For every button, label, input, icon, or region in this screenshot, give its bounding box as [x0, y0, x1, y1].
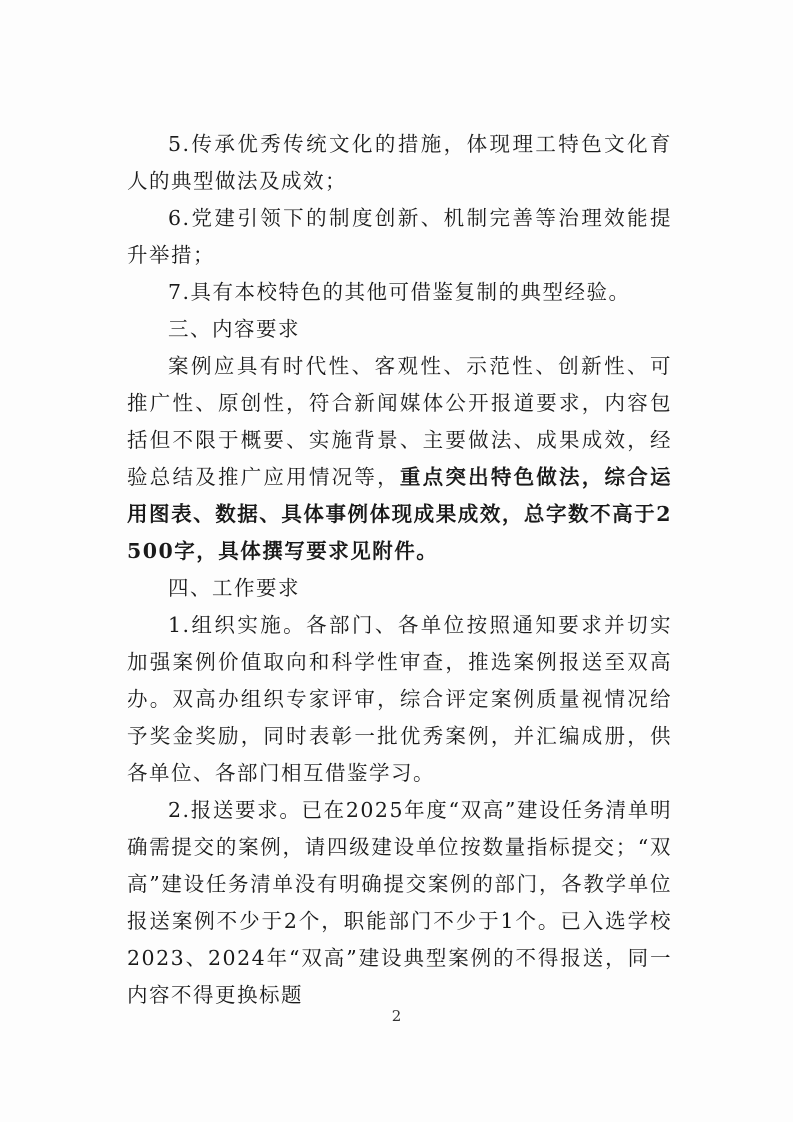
document-body: [127, 126, 672, 1014]
content-requirements-text: 案例应具有时代性、客观性、示范性、创新性、可推广性、原创性，符合新闻媒体公开报道要求，内容包括但不限于概要、实施背景、主要做法、成果成效，经验总结及推广应用情况等，: [127, 354, 672, 489]
section-heading-work-requirements: 四、工作要求: [168, 576, 300, 600]
page-number: 2: [391, 1007, 402, 1025]
work-requirement-item-2: 2.报送要求。已在2025年度“双高”建设任务清单明确需提交的案例，请四级建设单位按数量指标提交；“双高”建设任务清单没有明确提交案例的部门，各教学单位报送案例不少于2个，职能部门不少于1个。已入选学校2023、2024年“双高”建设典型案例的不得报送，同一内容不得更换标题: [127, 798, 672, 1007]
content-requirements-emphasis: 重点突出特色做法，综合运用图表、数据、具体事例体现成果成效，总字数不高于2500字，具体撰写要求见附件。: [127, 465, 673, 563]
list-item-6: 6.党建引领下的制度创新、机制完善等治理效能提升举措；: [127, 206, 672, 267]
list-item-5: 5.传承优秀传统文化的措施，体现理工特色文化育人的典型做法及成效；: [127, 132, 672, 193]
section-heading-content-requirements: 三、内容要求: [168, 317, 300, 341]
list-item-7: 7.具有本校特色的其他可借鉴复制的典型经验。: [168, 280, 631, 304]
work-requirement-item-1: 1.组织实施。各部门、各单位按照通知要求并切实加强案例价值取向和科学性审查，推选案例报送至双高办。双高办组织专家评审，综合评定案例质量视情况给予奖金奖励，同时表彰一批优秀案例，并汇编成册，供各单位、各部门相互借鉴学习。: [127, 613, 672, 785]
content-requirements-paragraph: [127, 348, 672, 570]
